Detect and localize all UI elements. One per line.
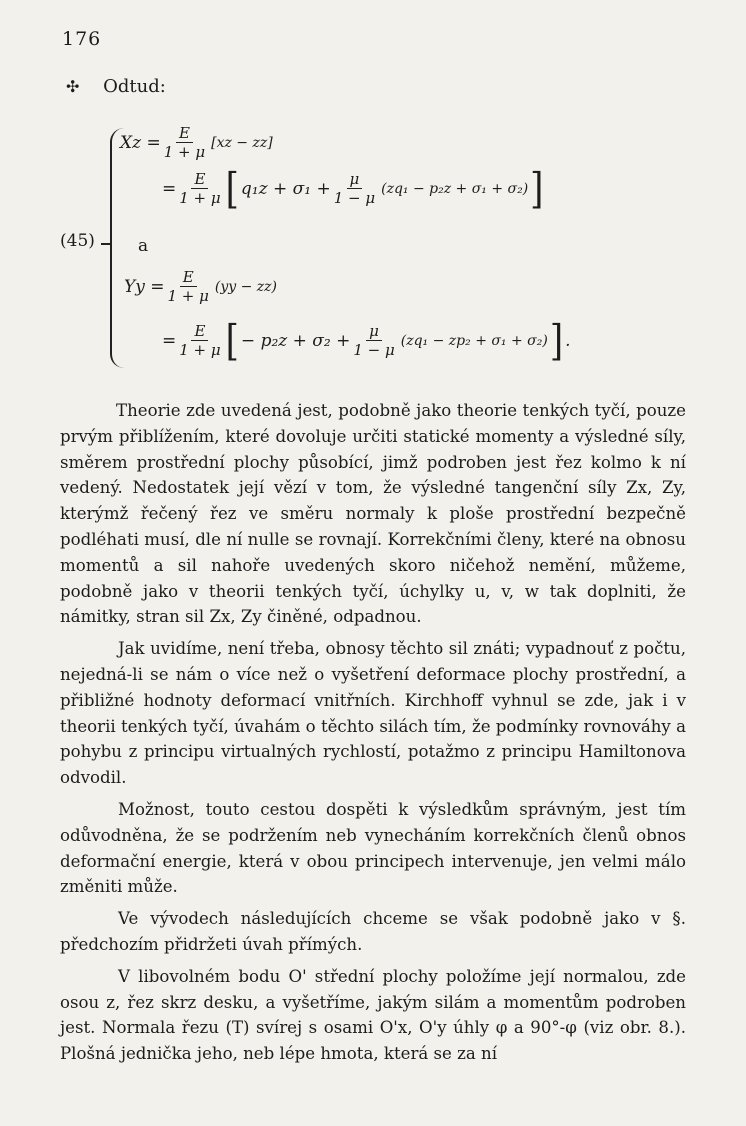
paragraph-2: Jak uvidíme, není třeba, obnosy těchto sil znáti; vypadnouť z počtu, nejedná-li se nám o více než o vyšetření deformace plochy prostřední, a přibližné hodnoty deformací vnitřních. Kirchhoff vyhnul se zde, jak i v theorii tenkých tyčí, úvahám o těchto silách tím, že podmínky rovnováhy a pohybu z principu virtualných rychlostí, potažmo z principu Hamiltonova odvodil. [60,639,686,788]
paragraph-3: Možnost, touto cestou dospěti k výsledkům správným, jest tím odůvodněna, že se podržením neb vynecháním korrekčních členů obnos deformační energie, která v obou principech intervenuje, jen velmi málo změniti může. [60,799,686,897]
intro-text: Odtud: [103,76,166,97]
eq-x-frac1: $\frac{E}{1 + \mu}$ [163,124,206,161]
ornament-icon: ✣ [66,77,80,96]
paragraph-1: Theorie zde uvedená jest, podobně jako theorie tenkých tyčí, pouze prvým přiblížením, které dovoluje určiti statické momenty a výsledné síly, směrem prostřední plochy působící, jimž podroben jest řez kolmo k ní vedený. Nedostatek její vězí v tom, že výsledné tangenční síly Zx, Zy, kterýmž řečený řez ve směru normaly k ploše prostřední bezpečně podléhati musí, dle ní nulle se rovnají. Korrekčními členy, které na obnosu momentů a sil nahoře uvedených skoro ničehož nemění, můžeme, podobně jako v theorii tenkých tyčí, úchylky u, v, w tak doplniti, že námitky, stran sil Zx, Zy činěné, odpadnou. [60,401,686,627]
curly-brace [110,128,128,368]
paragraph-5: V libovolném bodu O' střední plochy položíme její normalou, zde osou z, řez skrz desku, a vyšetříme, jakým silám a momentům podroben jest. Normala řezu (T) svírej s osami O'x, O'y úhly φ a 90°-φ (viz obr. 8.). Plošná jednička jeho, neb lépe hmota, která se za ní [60,966,686,1064]
equation-number: (45) [60,231,95,251]
eq-x-lhs: Xz = [120,132,161,153]
eq-x-line2: = $\frac{E}{1 + \mu}$ [ q₁z + σ₁ + $\frac{\mu}{1 - \mu}$ (zq₁ − p₂z + σ₁ + σ₂) ] [162,163,544,214]
intro-line [66,76,166,97]
eq-x-line1 [120,124,273,161]
brace-tip [101,243,111,246]
eq-x-rest1: [xz − zz] [211,134,273,151]
eq-y-line1: Yy = $\frac{E}{1 + \mu}$ (yy − zz) [124,268,278,305]
equation-block [60,118,700,380]
eq-conjunction: a [138,236,149,256]
eq-y-line2: = $\frac{E}{1 + \mu}$ [ − p₂z + σ₂ + $\frac{\mu}{1 - \mu}$ (zq₁ − zp₂ + σ₁ + σ₂) ] . [162,315,571,366]
paragraph-4: Ve vývodech následujících chceme se však podobně jako v §. předchozím přidržeti úvah přímých. [60,909,686,954]
body-text [60,398,686,1073]
page-number: 176 [62,28,102,50]
